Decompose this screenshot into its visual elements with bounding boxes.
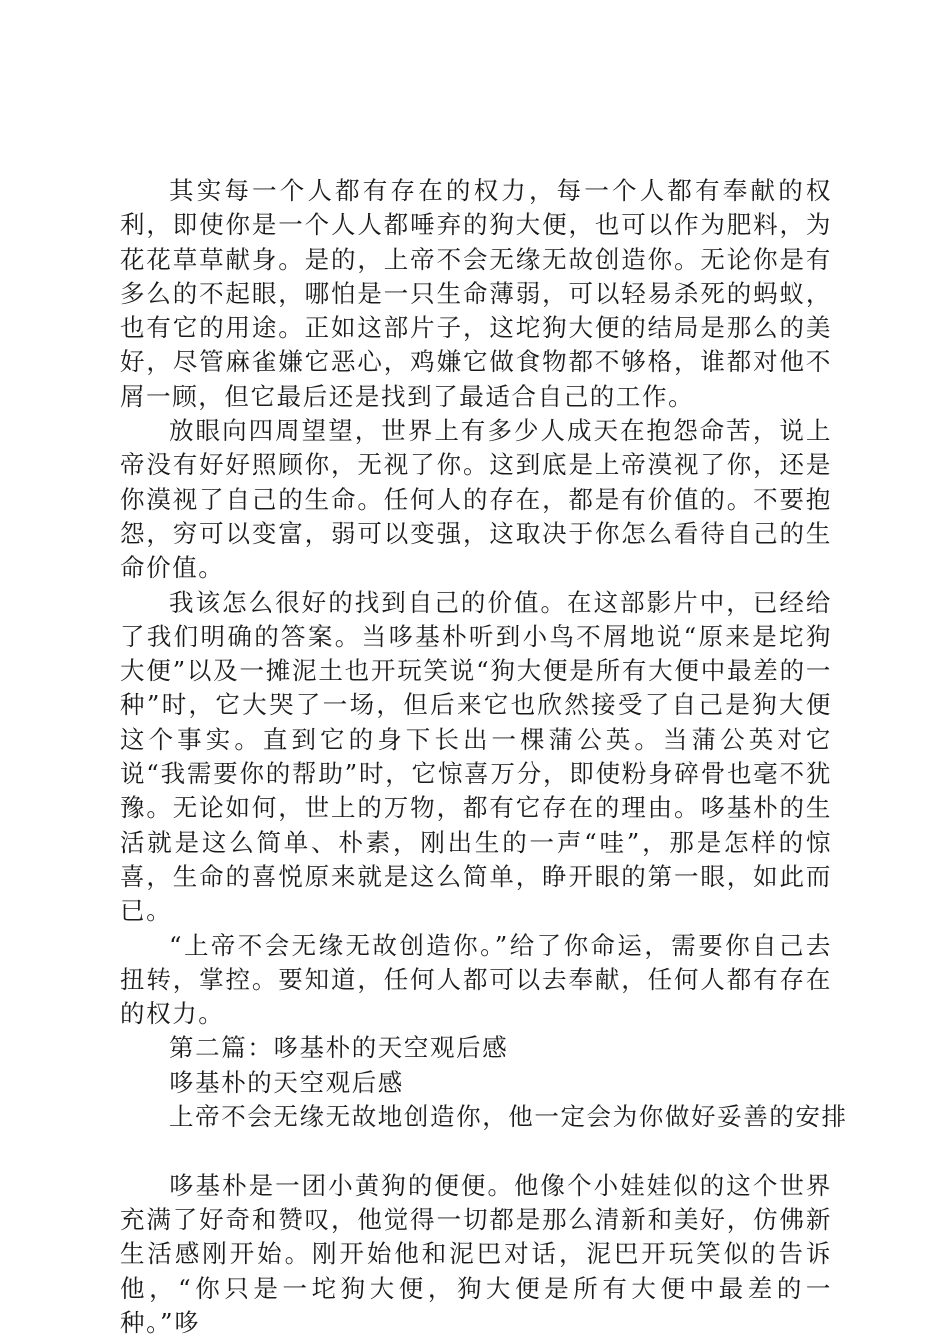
body-paragraph: 我该怎么很好的找到自己的价值。在这部影片中，已经给了我们明确的答案。当哆基朴听到小鸟不屑地说“原来是坨狗大便”以及一摊泥土也开玩笑说“狗大便是所有大便中最差的一种”时，它大哭了一场，但后来它也欣然接受了自己是狗大便这个事实。直到它的身下长出一棵蒲公英。当蒲公英对它说“我需要你的帮助”时，它惊喜万分，即使粉身碎骨也毫不犹豫。无论如何，世上的万物，都有它存在的理由。哆基朴的生活就是这么简单、朴素，刚出生的一声“哇”，那是怎样的惊喜，生命的喜悦原来就是这么简单，睁开眼的第一眼，如此而已。 xyxy=(120,587,832,926)
body-paragraph: 放眼向四周望望，世界上有多少人成天在抱怨命苦，说上帝没有好好照顾你，无视了你。这到底是上帝漠视了你，还是你漠视了自己的生命。任何人的存在，都是有价值的。不要抱怨，穷可以变富，弱可以变强，这取决于你怎么看待自己的生命价值。 xyxy=(120,416,832,583)
article-subtitle: 上帝不会无缘无故地创造你，他一定会为你做好妥善的安排 xyxy=(169,1102,848,1132)
article-title: 哆基朴的天空观后感 xyxy=(169,1067,404,1097)
body-paragraph: 哆基朴是一团小黄狗的便便。他像个小娃娃似的这个世界充满了好奇和赞叹，他觉得一切都是那么清新和美好，仿佛新生活感刚开始。刚开始他和泥巴对话，泥巴开玩笑似的告诉他，“你只是一坨狗大便，狗大便是所有大便中最差的一种。”哆 xyxy=(120,1170,832,1337)
body-paragraph: 其实每一个人都有存在的权力，每一个人都有奉献的权利，即使你是一个人人都唾弃的狗大便，也可以作为肥料，为花花草草献身。是的，上帝不会无缘无故创造你。无论你是有多么的不起眼，哪怕是一只生命薄弱，可以轻易杀死的蚂蚁，也有它的用途。正如这部片子，这坨狗大便的结局是那么的美好，尽管麻雀嫌它恶心，鸡嫌它做食物都不够格，谁都对他不屑一顾，但它最后还是找到了最适合自己的工作。 xyxy=(120,176,832,411)
section-heading: 第二篇：哆基朴的天空观后感 xyxy=(169,1033,509,1063)
document-body xyxy=(120,174,848,1340)
body-paragraph: “上帝不会无缘无故创造你。”给了你命运，需要你自己去扭转，掌控。要知道，任何人都可以去奉献，任何人都有存在的权力。 xyxy=(120,930,832,1029)
blank-line xyxy=(120,1134,832,1168)
